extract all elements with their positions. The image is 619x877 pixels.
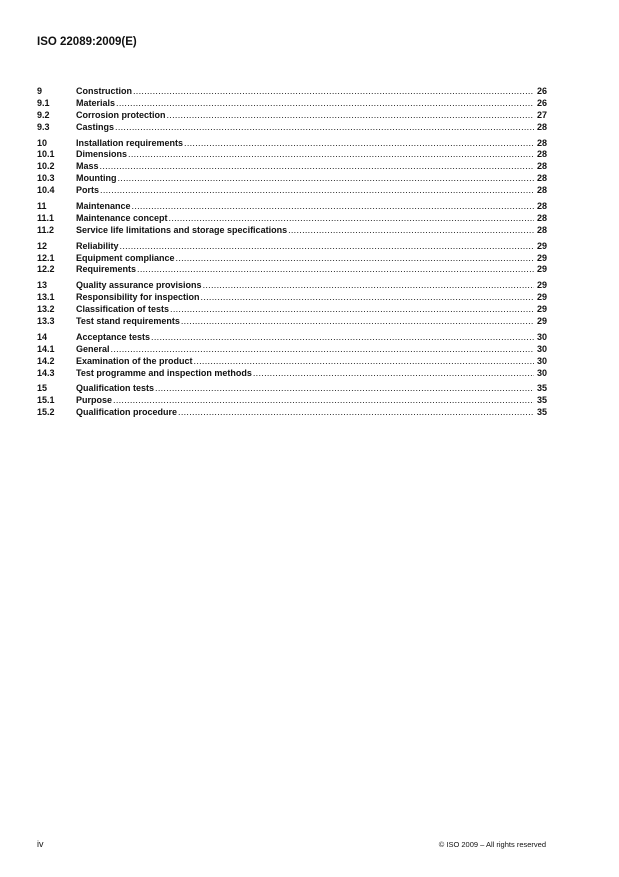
toc-entry-title[interactable]: Examination of the product bbox=[76, 355, 193, 366]
toc-entry-page[interactable]: 30 bbox=[536, 367, 547, 378]
toc-entry-page[interactable]: 28 bbox=[536, 201, 547, 212]
toc-entry-number: 10.2 bbox=[37, 161, 55, 172]
toc-section-group bbox=[37, 280, 547, 328]
page-number: iv bbox=[37, 839, 44, 849]
copyright-notice: © ISO 2009 – All rights reserved bbox=[438, 840, 546, 849]
toc-entry-page[interactable]: 29 bbox=[536, 292, 547, 303]
toc-entry-page[interactable]: 30 bbox=[536, 343, 547, 354]
toc-leader-dots bbox=[288, 225, 534, 237]
toc-entry-page[interactable]: 26 bbox=[536, 86, 547, 96]
toc-entry-page[interactable]: 29 bbox=[536, 304, 547, 315]
toc-entry[interactable] bbox=[37, 161, 547, 173]
toc-leader-dots bbox=[115, 122, 534, 134]
document-header: ISO 22089:2009(E) bbox=[37, 36, 137, 48]
toc-entry[interactable] bbox=[37, 110, 547, 122]
toc-entry-title[interactable]: Test programme and inspection methods bbox=[76, 367, 252, 378]
toc-entry-number: 9.1 bbox=[37, 97, 50, 108]
toc-entry[interactable] bbox=[37, 98, 547, 110]
toc-section-group bbox=[37, 241, 547, 277]
toc-entry[interactable] bbox=[37, 332, 547, 344]
toc-entry-number: 13.3 bbox=[37, 316, 55, 327]
toc-entry-page[interactable]: 35 bbox=[536, 383, 547, 394]
toc-entry-title[interactable]: Purpose bbox=[76, 395, 113, 406]
toc-entry-title[interactable]: Requirements bbox=[76, 264, 137, 275]
toc-entry-number: 14.1 bbox=[37, 343, 55, 354]
toc-entry[interactable] bbox=[37, 280, 547, 292]
toc-entry-page[interactable]: 28 bbox=[536, 121, 547, 132]
toc-entry-number: 9.3 bbox=[37, 121, 50, 132]
toc-entry-number: 11.1 bbox=[37, 212, 55, 223]
toc-leader-dots bbox=[100, 161, 534, 173]
toc-entry-page[interactable]: 29 bbox=[536, 240, 547, 251]
toc-leader-dots bbox=[111, 344, 534, 356]
toc-entry-number: 11 bbox=[37, 201, 47, 212]
toc-entry-number: 12 bbox=[37, 240, 48, 251]
toc-leader-dots bbox=[116, 98, 534, 110]
toc-entry[interactable] bbox=[37, 149, 547, 161]
toc-section-group bbox=[37, 138, 547, 197]
toc-entry[interactable] bbox=[37, 213, 547, 225]
toc-entry-number: 12.1 bbox=[37, 252, 55, 263]
toc-entry[interactable] bbox=[37, 304, 547, 316]
toc-entry-title[interactable]: Quality assurance provisions bbox=[76, 280, 202, 291]
toc-leader-dots bbox=[201, 292, 534, 304]
toc-entry-title[interactable]: Dimensions bbox=[76, 149, 128, 160]
toc-leader-dots bbox=[169, 213, 534, 225]
toc-entry-number: 11.2 bbox=[37, 224, 55, 235]
toc-entry-page[interactable]: 29 bbox=[536, 264, 547, 275]
toc-entry[interactable] bbox=[37, 122, 547, 134]
toc-leader-dots bbox=[253, 368, 534, 380]
toc-entry-number: 10 bbox=[37, 137, 48, 148]
toc-entry-number: 9.2 bbox=[37, 109, 50, 120]
toc-entry-title[interactable]: Qualification procedure bbox=[76, 407, 178, 418]
toc-entry-title[interactable]: Mounting bbox=[76, 173, 117, 184]
toc-entry-title[interactable]: Materials bbox=[76, 97, 116, 108]
toc-leader-dots bbox=[133, 86, 534, 98]
toc-leader-dots bbox=[132, 201, 534, 213]
toc-entry-page[interactable]: 28 bbox=[536, 161, 547, 172]
toc-entry-page[interactable]: 28 bbox=[536, 137, 547, 148]
toc-entry-page[interactable]: 28 bbox=[536, 224, 547, 235]
toc-entry-number: 10.3 bbox=[37, 173, 55, 184]
toc-leader-dots bbox=[181, 316, 534, 328]
toc-entry[interactable] bbox=[37, 253, 547, 265]
toc-entry-number: 13.2 bbox=[37, 304, 55, 315]
toc-entry-page[interactable]: 28 bbox=[536, 173, 547, 184]
toc-leader-dots bbox=[151, 332, 534, 344]
toc-entry[interactable] bbox=[37, 344, 547, 356]
toc-entry-title[interactable]: Ports bbox=[76, 185, 100, 196]
toc-section-group bbox=[37, 383, 547, 419]
toc-entry[interactable] bbox=[37, 407, 547, 419]
toc-entry[interactable] bbox=[37, 225, 547, 237]
toc-entry-title[interactable]: General bbox=[76, 343, 110, 354]
toc-leader-dots bbox=[167, 110, 535, 122]
toc-section-group bbox=[37, 86, 547, 134]
toc-section-group bbox=[37, 332, 547, 380]
toc-entry[interactable] bbox=[37, 86, 547, 98]
table-of-contents bbox=[37, 86, 547, 423]
toc-entry-number: 14.3 bbox=[37, 367, 55, 378]
toc-leader-dots bbox=[117, 173, 534, 185]
toc-entry-title[interactable]: Service life limitations and storage specifications bbox=[76, 224, 288, 235]
toc-entry-page[interactable]: 28 bbox=[536, 149, 547, 160]
toc-leader-dots bbox=[203, 280, 534, 292]
toc-entry-page[interactable]: 29 bbox=[536, 252, 547, 263]
toc-leader-dots bbox=[137, 264, 534, 276]
toc-entry-page[interactable]: 29 bbox=[536, 280, 547, 291]
toc-entry-title[interactable]: Classification of tests bbox=[76, 304, 170, 315]
toc-entry-page[interactable]: 35 bbox=[536, 395, 547, 406]
toc-entry[interactable] bbox=[37, 395, 547, 407]
toc-entry-number: 10.4 bbox=[37, 185, 55, 196]
toc-leader-dots bbox=[100, 185, 534, 197]
toc-entry-page[interactable]: 29 bbox=[536, 316, 547, 327]
toc-entry[interactable] bbox=[37, 368, 547, 380]
toc-leader-dots bbox=[176, 253, 534, 265]
toc-entry-number: 15 bbox=[37, 383, 48, 394]
toc-entry-title[interactable]: Castings bbox=[76, 121, 115, 132]
toc-entry-title[interactable]: Construction bbox=[76, 86, 132, 96]
toc-entry[interactable] bbox=[37, 185, 547, 197]
toc-entry[interactable] bbox=[37, 173, 547, 185]
toc-entry-title[interactable]: Qualification tests bbox=[76, 383, 155, 394]
toc-leader-dots bbox=[120, 241, 534, 253]
toc-entry[interactable] bbox=[37, 241, 547, 253]
toc-entry-title[interactable]: Corrosion protection bbox=[76, 109, 166, 120]
toc-entry-number: 14 bbox=[37, 331, 48, 342]
toc-entry-title[interactable]: Responsibility for inspection bbox=[76, 292, 200, 303]
toc-entry-title[interactable]: Maintenance bbox=[76, 201, 131, 212]
toc-entry[interactable] bbox=[37, 264, 547, 276]
toc-entry-title[interactable]: Equipment compliance bbox=[76, 252, 175, 263]
toc-leader-dots bbox=[128, 149, 534, 161]
toc-entry-title[interactable]: Mass bbox=[76, 161, 99, 172]
toc-entry[interactable] bbox=[37, 292, 547, 304]
toc-entry-number: 10.1 bbox=[37, 149, 55, 160]
toc-entry-page[interactable]: 28 bbox=[536, 212, 547, 223]
toc-entry[interactable] bbox=[37, 201, 547, 213]
toc-entry-number: 15.2 bbox=[37, 407, 55, 418]
toc-entry-title[interactable]: Reliability bbox=[76, 240, 119, 251]
toc-entry[interactable] bbox=[37, 316, 547, 328]
toc-entry-number: 9 bbox=[37, 86, 43, 96]
toc-leader-dots bbox=[178, 407, 534, 419]
toc-entry-page[interactable]: 35 bbox=[536, 407, 547, 418]
toc-entry-title[interactable]: Test stand requirements bbox=[76, 316, 180, 327]
toc-entry[interactable] bbox=[37, 356, 547, 368]
toc-leader-dots bbox=[113, 395, 534, 407]
toc-section-group bbox=[37, 201, 547, 237]
toc-entry-page[interactable]: 27 bbox=[536, 109, 547, 120]
toc-leader-dots bbox=[170, 304, 534, 316]
toc-entry-number: 12.2 bbox=[37, 264, 55, 275]
toc-entry-page[interactable]: 30 bbox=[536, 355, 547, 366]
toc-leader-dots bbox=[194, 356, 534, 368]
toc-entry-title[interactable]: Acceptance tests bbox=[76, 331, 151, 342]
toc-entry-title[interactable]: Installation requirements bbox=[76, 137, 184, 148]
toc-entry-number: 13.1 bbox=[37, 292, 55, 303]
toc-leader-dots bbox=[184, 138, 534, 150]
toc-leader-dots bbox=[155, 383, 534, 395]
toc-entry-number: 13 bbox=[37, 280, 48, 291]
toc-entry-page[interactable]: 26 bbox=[536, 97, 547, 108]
toc-entry[interactable] bbox=[37, 383, 547, 395]
toc-entry-number: 15.1 bbox=[37, 395, 55, 406]
toc-entry-page[interactable]: 28 bbox=[536, 185, 547, 196]
toc-entry-title[interactable]: Maintenance concept bbox=[76, 212, 168, 223]
toc-entry-number: 14.2 bbox=[37, 355, 55, 366]
toc-entry[interactable] bbox=[37, 138, 547, 150]
toc-entry-page[interactable]: 30 bbox=[536, 331, 547, 342]
